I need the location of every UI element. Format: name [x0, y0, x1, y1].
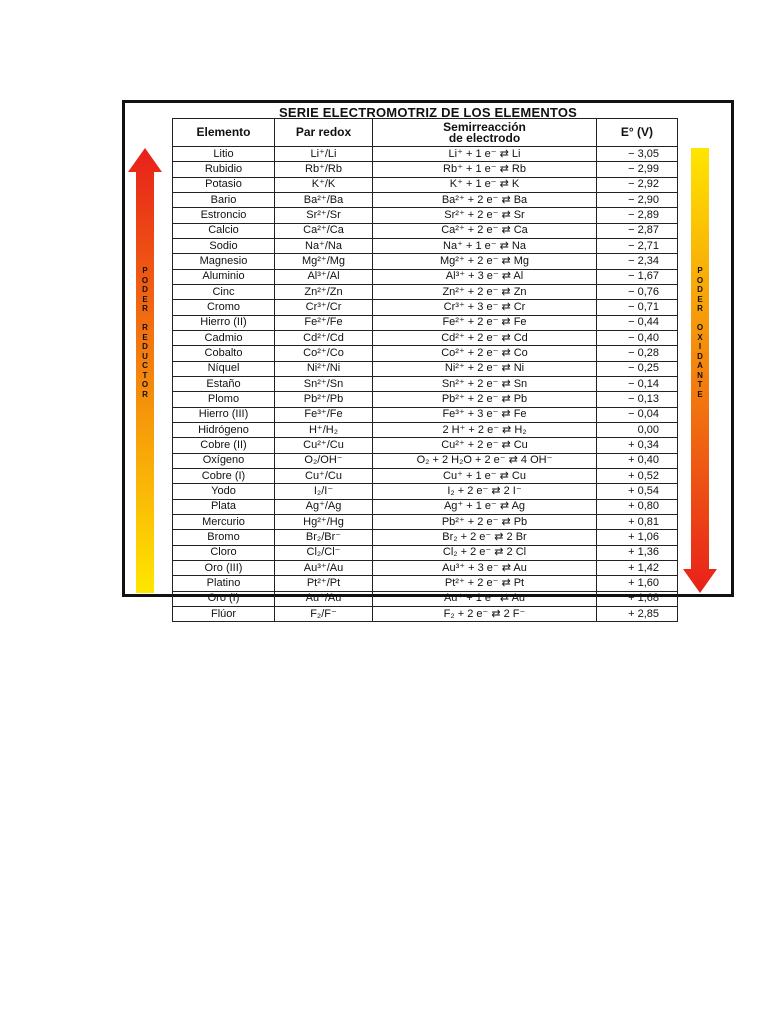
- cell-potential: + 1,68: [597, 591, 678, 606]
- cell-element: Cobre (I): [173, 468, 275, 483]
- cell-potential: − 1,67: [597, 269, 678, 284]
- cell-element: Rubidio: [173, 162, 275, 177]
- cell-half-reaction: Na⁺ + 1 e⁻ ⇄ Na: [373, 238, 597, 253]
- cell-element: Oxígeno: [173, 453, 275, 468]
- table-row: [173, 208, 678, 223]
- cell-redox-pair: Ba²⁺/Ba: [275, 192, 373, 207]
- cell-redox-pair: Hg²⁺/Hg: [275, 514, 373, 529]
- cell-redox-pair: Co²⁺/Co: [275, 346, 373, 361]
- cell-half-reaction: Pt²⁺ + 2 e⁻ ⇄ Pt: [373, 576, 597, 591]
- table-header-row: [173, 119, 678, 147]
- table-row: [173, 514, 678, 529]
- cell-half-reaction: Pb²⁺ + 2 e⁻ ⇄ Pb: [373, 514, 597, 529]
- cell-redox-pair: Pt²⁺/Pt: [275, 576, 373, 591]
- cell-redox-pair: K⁺/K: [275, 177, 373, 192]
- cell-half-reaction: Rb⁺ + 1 e⁻ ⇄ Rb: [373, 162, 597, 177]
- cell-redox-pair: Sr²⁺/Sr: [275, 208, 373, 223]
- cell-half-reaction: Cu²⁺ + 2 e⁻ ⇄ Cu: [373, 438, 597, 453]
- table-row: [173, 422, 678, 437]
- header-half-reaction: [373, 119, 597, 147]
- cell-potential: + 0,40: [597, 453, 678, 468]
- header-element: Elemento: [173, 119, 275, 147]
- cell-element: Litio: [173, 147, 275, 162]
- cell-redox-pair: Pb²⁺/Pb: [275, 392, 373, 407]
- cell-element: Mercurio: [173, 514, 275, 529]
- cell-half-reaction: Al³⁺ + 3 e⁻ ⇄ Al: [373, 269, 597, 284]
- cell-element: Flúor: [173, 606, 275, 621]
- cell-redox-pair: Fe³⁺/Fe: [275, 407, 373, 422]
- cell-half-reaction: Co²⁺ + 2 e⁻ ⇄ Co: [373, 346, 597, 361]
- cell-half-reaction: Au⁺ + 1 e⁻ ⇄ Au: [373, 591, 597, 606]
- cell-element: Platino: [173, 576, 275, 591]
- table-row: [173, 284, 678, 299]
- cell-potential: − 2,92: [597, 177, 678, 192]
- cell-half-reaction: Fe²⁺ + 2 e⁻ ⇄ Fe: [373, 315, 597, 330]
- cell-half-reaction: K⁺ + 1 e⁻ ⇄ K: [373, 177, 597, 192]
- cell-redox-pair: Mg²⁺/Mg: [275, 254, 373, 269]
- cell-potential: − 0,40: [597, 330, 678, 345]
- electromotive-series-figure: [122, 100, 734, 620]
- cell-half-reaction: Sr²⁺ + 2 e⁻ ⇄ Sr: [373, 208, 597, 223]
- cell-redox-pair: Cd²⁺/Cd: [275, 330, 373, 345]
- cell-half-reaction: Zn²⁺ + 2 e⁻ ⇄ Zn: [373, 284, 597, 299]
- table-row: [173, 300, 678, 315]
- figure-title: SERIE ELECTROMOTRIZ DE LOS ELEMENTOS: [278, 105, 578, 120]
- table-row: [173, 545, 678, 560]
- cell-half-reaction: Fe³⁺ + 3 e⁻ ⇄ Fe: [373, 407, 597, 422]
- cell-potential: + 1,06: [597, 530, 678, 545]
- cell-potential: − 0,76: [597, 284, 678, 299]
- table-row: [173, 438, 678, 453]
- cell-half-reaction: Li⁺ + 1 e⁻ ⇄ Li: [373, 147, 597, 162]
- cell-redox-pair: I₂/I⁻: [275, 484, 373, 499]
- cell-potential: + 1,60: [597, 576, 678, 591]
- cell-potential: − 0,71: [597, 300, 678, 315]
- cell-potential: + 1,42: [597, 560, 678, 575]
- cell-half-reaction: Mg²⁺ + 2 e⁻ ⇄ Mg: [373, 254, 597, 269]
- cell-redox-pair: Al³⁺/Al: [275, 269, 373, 284]
- table-row: [173, 376, 678, 391]
- cell-potential: + 2,85: [597, 606, 678, 621]
- cell-element: Estroncio: [173, 208, 275, 223]
- cell-half-reaction: Au³⁺ + 3 e⁻ ⇄ Au: [373, 560, 597, 575]
- cell-element: Cadmio: [173, 330, 275, 345]
- cell-potential: + 0,81: [597, 514, 678, 529]
- cell-potential: + 1,36: [597, 545, 678, 560]
- cell-redox-pair: Cr³⁺/Cr: [275, 300, 373, 315]
- table-row: [173, 162, 678, 177]
- table-row: [173, 147, 678, 162]
- cell-redox-pair: H⁺/H₂: [275, 422, 373, 437]
- table-row: [173, 330, 678, 345]
- cell-element: Cobalto: [173, 346, 275, 361]
- cell-element: Cinc: [173, 284, 275, 299]
- cell-half-reaction: Cl₂ + 2 e⁻ ⇄ 2 Cl: [373, 545, 597, 560]
- cell-potential: − 2,90: [597, 192, 678, 207]
- table-row: [173, 576, 678, 591]
- cell-half-reaction: O₂ + 2 H₂O + 2 e⁻ ⇄ 4 OH⁻: [373, 453, 597, 468]
- cell-element: Oro (I): [173, 591, 275, 606]
- table-row: [173, 192, 678, 207]
- reducing-power-arrow: [128, 148, 162, 593]
- cell-redox-pair: Zn²⁺/Zn: [275, 284, 373, 299]
- cell-half-reaction: 2 H⁺ + 2 e⁻ ⇄ H₂: [373, 422, 597, 437]
- cell-half-reaction: Cu⁺ + 1 e⁻ ⇄ Cu: [373, 468, 597, 483]
- cell-potential: − 0,14: [597, 376, 678, 391]
- table-row: [173, 223, 678, 238]
- cell-potential: − 3,05: [597, 147, 678, 162]
- cell-element: Bromo: [173, 530, 275, 545]
- cell-element: Hierro (III): [173, 407, 275, 422]
- cell-half-reaction: F₂ + 2 e⁻ ⇄ 2 F⁻: [373, 606, 597, 621]
- cell-element: Yodo: [173, 484, 275, 499]
- table-row: [173, 560, 678, 575]
- cell-potential: + 0,52: [597, 468, 678, 483]
- table-row: [173, 407, 678, 422]
- cell-redox-pair: Br₂/Br⁻: [275, 530, 373, 545]
- cell-redox-pair: Au³⁺/Au: [275, 560, 373, 575]
- cell-element: Potasio: [173, 177, 275, 192]
- cell-redox-pair: Ag⁺/Ag: [275, 499, 373, 514]
- cell-half-reaction: Br₂ + 2 e⁻ ⇄ 2 Br: [373, 530, 597, 545]
- cell-element: Plata: [173, 499, 275, 514]
- cell-half-reaction: Cr³⁺ + 3 e⁻ ⇄ Cr: [373, 300, 597, 315]
- table-row: [173, 484, 678, 499]
- cell-potential: − 0,28: [597, 346, 678, 361]
- cell-potential: − 0,44: [597, 315, 678, 330]
- cell-redox-pair: Ni²⁺/Ni: [275, 361, 373, 376]
- cell-half-reaction: Ca²⁺ + 2 e⁻ ⇄ Ca: [373, 223, 597, 238]
- redox-table: [172, 118, 678, 622]
- cell-potential: + 0,54: [597, 484, 678, 499]
- cell-redox-pair: Fe²⁺/Fe: [275, 315, 373, 330]
- oxidizing-power-label: P O D E R O X I D A N T E: [696, 266, 704, 399]
- cell-potential: − 2,89: [597, 208, 678, 223]
- table-row: [173, 499, 678, 514]
- cell-half-reaction: Pb²⁺ + 2 e⁻ ⇄ Pb: [373, 392, 597, 407]
- cell-half-reaction: Ni²⁺ + 2 e⁻ ⇄ Ni: [373, 361, 597, 376]
- table-row: [173, 177, 678, 192]
- oxidizing-power-arrow: [683, 148, 717, 593]
- table-row: [173, 530, 678, 545]
- cell-half-reaction: Cd²⁺ + 2 e⁻ ⇄ Cd: [373, 330, 597, 345]
- header-half-reaction-line1: Semirreacción: [443, 119, 526, 134]
- cell-element: Aluminio: [173, 269, 275, 284]
- redox-table-container: [172, 118, 677, 622]
- header-pair: Par redox: [275, 119, 373, 147]
- cell-half-reaction: Sn²⁺ + 2 e⁻ ⇄ Sn: [373, 376, 597, 391]
- cell-element: Sodio: [173, 238, 275, 253]
- cell-redox-pair: Li⁺/Li: [275, 147, 373, 162]
- cell-element: Hidrógeno: [173, 422, 275, 437]
- cell-redox-pair: Cu⁺/Cu: [275, 468, 373, 483]
- cell-element: Níquel: [173, 361, 275, 376]
- header-half-reaction-line2: de electrodo: [448, 130, 521, 145]
- table-row: [173, 238, 678, 253]
- cell-redox-pair: Au⁺/Au: [275, 591, 373, 606]
- table-row: [173, 254, 678, 269]
- cell-redox-pair: Na⁺/Na: [275, 238, 373, 253]
- cell-element: Plomo: [173, 392, 275, 407]
- cell-redox-pair: F₂/F⁻: [275, 606, 373, 621]
- cell-element: Cobre (II): [173, 438, 275, 453]
- cell-half-reaction: Ba²⁺ + 2 e⁻ ⇄ Ba: [373, 192, 597, 207]
- cell-potential: + 0,34: [597, 438, 678, 453]
- table-row: [173, 468, 678, 483]
- cell-potential: − 0,13: [597, 392, 678, 407]
- cell-redox-pair: Rb⁺/Rb: [275, 162, 373, 177]
- table-row: [173, 392, 678, 407]
- cell-element: Estaño: [173, 376, 275, 391]
- cell-element: Bario: [173, 192, 275, 207]
- header-potential: E° (V): [597, 119, 678, 147]
- cell-element: Cloro: [173, 545, 275, 560]
- cell-element: Calcio: [173, 223, 275, 238]
- cell-half-reaction: Ag⁺ + 1 e⁻ ⇄ Ag: [373, 499, 597, 514]
- table-row: [173, 346, 678, 361]
- reducing-power-label: P O D E R R E D U C T O R: [141, 266, 149, 399]
- cell-potential: + 0,80: [597, 499, 678, 514]
- cell-potential: − 2,34: [597, 254, 678, 269]
- cell-element: Magnesio: [173, 254, 275, 269]
- cell-potential: − 0,25: [597, 361, 678, 376]
- cell-potential: − 2,99: [597, 162, 678, 177]
- table-row: [173, 361, 678, 376]
- table-row: [173, 315, 678, 330]
- cell-redox-pair: Sn²⁺/Sn: [275, 376, 373, 391]
- cell-half-reaction: I₂ + 2 e⁻ ⇄ 2 I⁻: [373, 484, 597, 499]
- cell-potential: 0,00: [597, 422, 678, 437]
- table-row: [173, 591, 678, 606]
- table-row: [173, 269, 678, 284]
- cell-potential: − 0,04: [597, 407, 678, 422]
- table-row: [173, 606, 678, 621]
- cell-redox-pair: Cu²⁺/Cu: [275, 438, 373, 453]
- cell-element: Oro (III): [173, 560, 275, 575]
- cell-redox-pair: O₂/OH⁻: [275, 453, 373, 468]
- cell-redox-pair: Ca²⁺/Ca: [275, 223, 373, 238]
- cell-element: Cromo: [173, 300, 275, 315]
- table-row: [173, 453, 678, 468]
- cell-potential: − 2,71: [597, 238, 678, 253]
- cell-redox-pair: Cl₂/Cl⁻: [275, 545, 373, 560]
- cell-potential: − 2,87: [597, 223, 678, 238]
- cell-element: Hierro (II): [173, 315, 275, 330]
